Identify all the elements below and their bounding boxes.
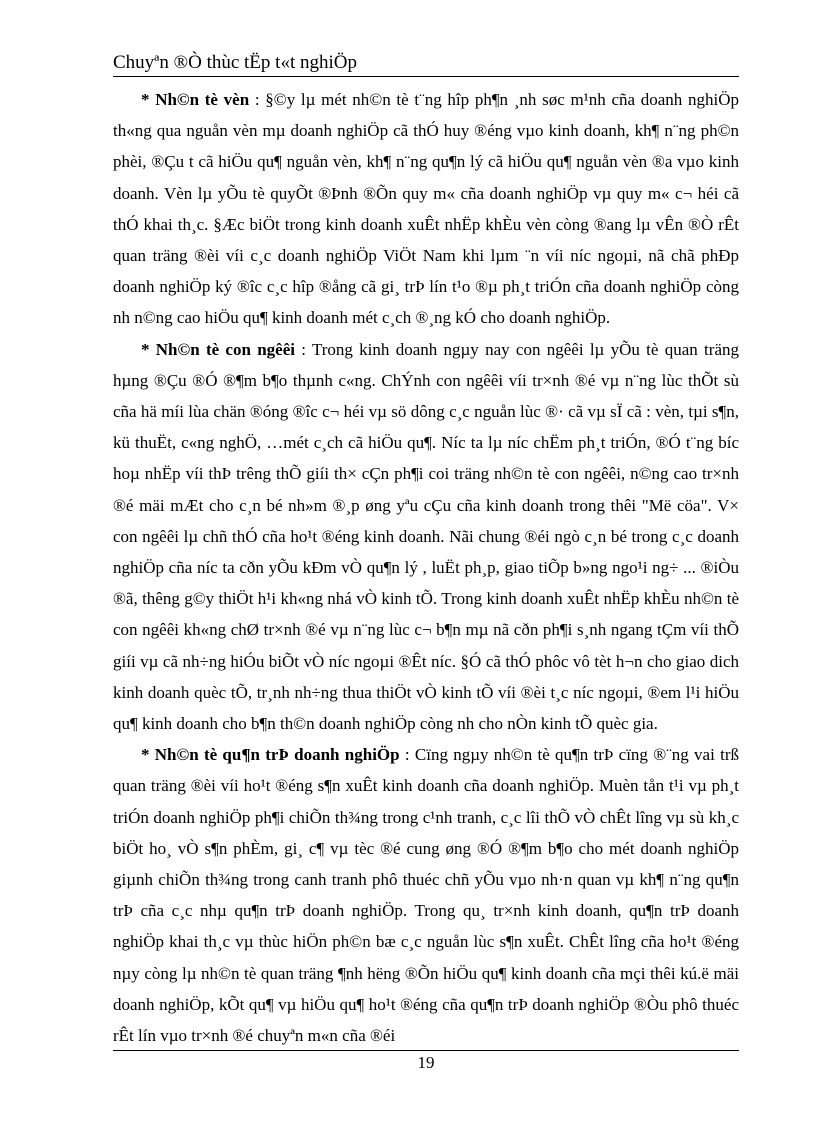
document-body [113, 84, 739, 1051]
paragraph-people [113, 334, 739, 740]
header-rule [113, 76, 739, 77]
footer-rule [113, 1050, 739, 1051]
paragraph-capital [113, 84, 739, 334]
paragraph-management [113, 739, 739, 1051]
paragraph-text: : §©y lµ mét nh©n tè t¨ng hîp ph¶n ¸nh søc m¹nh cña doanh nghiÖp th«ng qua nguån vèn mµ doanh nghiÖp cã thÓ huy ®éng vµo kinh doanh, kh¶ n¨ng ph©n phèi, ®Çu t cã hiÖu qu¶ nguån vèn, kh¶ n¨ng qu¶n lý cã hiÖu qu¶ nguån vèn ®a vµo kinh doanh. Vèn lµ yÕu tè quyÕt ®Þnh ®Õn quy m« cña doanh nghiÖp vµ quy m« c¬ héi cã thÓ khai th¸c. §Æc biÖt trong kinh doanh xuÊt nhËp khÈu vèn còng ®ang lµ vÊn ®Ò rÊt quan träng ®èi víi c¸c doanh nghiÖp ViÖt Nam khi lµm ¨n víi níc ngoµi, nã chã phÐp doanh nghiÖp ký ®îc c¸c hîp ®ång cã gi¸ trÞ lín t¹o ®µ ph¸t triÓn cña doanh nghiÖp còng nh n©ng cao hiÖu qu¶ kinh doanh mét c¸ch ®¸ng kÓ cho doanh nghiÖp. [113, 90, 739, 328]
paragraph-heading: * Nh©n tè vèn [141, 90, 250, 109]
paragraph-text: : Cïng ngµy nh©n tè qu¶n trÞ cïng ®¨ng vai trß quan träng ®èi víi ho¹t ®éng s¶n xuÊt kinh doanh cña doanh nghiÖp. Muèn tån t¹i vµ ph¸t triÓn doanh nghiÖp ph¶i chiÕn th¾ng trong c¹nh tranh, c¸c lîi thÕ vÒ chÊt lîng vµ sù kh¸c biÖt ho¸ vÒ s¶n phÈm, gi¸ c¶ vµ tèc ®é cung øng ®Ó ®¶m b¶o cho mét doanh nghiÖp giµnh chiÕn th¾ng trong canh tranh phô thuéc chñ yÕu vµo nh·n quan vµ kh¶ n¨ng qu¶n trÞ cña c¸c nhµ qu¶n trÞ doanh nghiÖp. Trong qu¸ tr×nh kinh doanh, qu¶n trÞ doanh nghiÖp khai th¸c vµ thùc hiÖn ph©n bæ c¸c nguån lùc s¶n xuÊt. ChÊt lîng cña ho¹t ®éng nµy còng lµ nh©n tè quan träng ¶nh hëng ®Õn hiÖu qu¶ kinh doanh cña mçi thêi kú.ë mäi doanh nghiÖp, kÕt qu¶ vµ hiÖu qu¶ ho¹t ®éng cña qu¶n trÞ doanh nghiÖp ®Òu phô thuéc rÊt lín vµo tr×nh ®é chuyªn m«n cña ®éi [113, 745, 739, 1046]
paragraph-heading: * Nh©n tè qu¶n trÞ doanh nghiÖp [141, 745, 400, 765]
page-header-title: Chuyªn ®Ò thùc tËp t«t nghiÖp [113, 52, 357, 73]
page-number: 19 [417, 1053, 435, 1072]
paragraph-text: : Trong kinh doanh ngµy nay con ngêêi lµ yÕu tè quan träng hµng ®Çu ®Ó ®¶m b¶o thµnh c«ng. ChÝnh con ngêêi víi tr×nh ®é vµ n¨ng lùc thÕt sù cña hä míi lùa chän ®óng ®îc c¬ héi vµ sö dông c¸c nguån lùc ®· cã vµ sÏ cã : vèn, tµi s¶n, kü thuËt, c«ng nghÖ, …mét c¸ch cã hiÖu qu¶. Níc ta lµ níc chËm ph¸t triÓn, ®Ó t¨ng bíc hoµ nhËp víi thÞ trêng thÕ giíi th× cÇn ph¶i coi träng nh©n tè con ngêêi, n©ng cao tr×nh ®é mäi mÆt cho c¸n bé nh»m ®¸p øng yªu cÇu cña kinh doanh trong thêi "Më cöa". V× con ngêêi lµ chñ thÓ cña ho¹t ®éng kinh doanh. Nãi chung ®éi ngò c¸n bé trong c¸c doanh nghiÖp cña níc ta cðn yÕu kÐm vÒ qu¶n lý , luËt ph¸p, giao tiÕp b»ng ngo¹i ng÷ ... ®iÒu ®ã, thêng g©y thiÖt h¹i kh«ng nhá vÒ kinh tÕ. Trong kinh doanh xuÊt nhËp khÈu nh©n tè con ngêêi kh«ng chØ tr×nh ®é vµ n¨ng lùc c¬ b¶n mµ nã cðn ph¶i s¸nh ngang tÇm víi thÕ giíi vµ cã nh÷ng hiÓu biÕt vÒ níc ngoµi ®Êt níc. §Ó cã thÓ phôc vô tèt h¬n cho giao dich kinh doanh quèc tÕ, tr¸nh nh÷ng thua thiÖt vÒ kinh tÕ víi ®èi t¸c níc ngoµi, ®em l¹i hiÖu qu¶ kinh doanh cho b¶n th©n doanh nghiÖp còng nh cho nÒn kinh tÕ quèc gia. [113, 339, 739, 734]
paragraph-heading: * Nh©n tè con ngêêi [141, 339, 295, 359]
